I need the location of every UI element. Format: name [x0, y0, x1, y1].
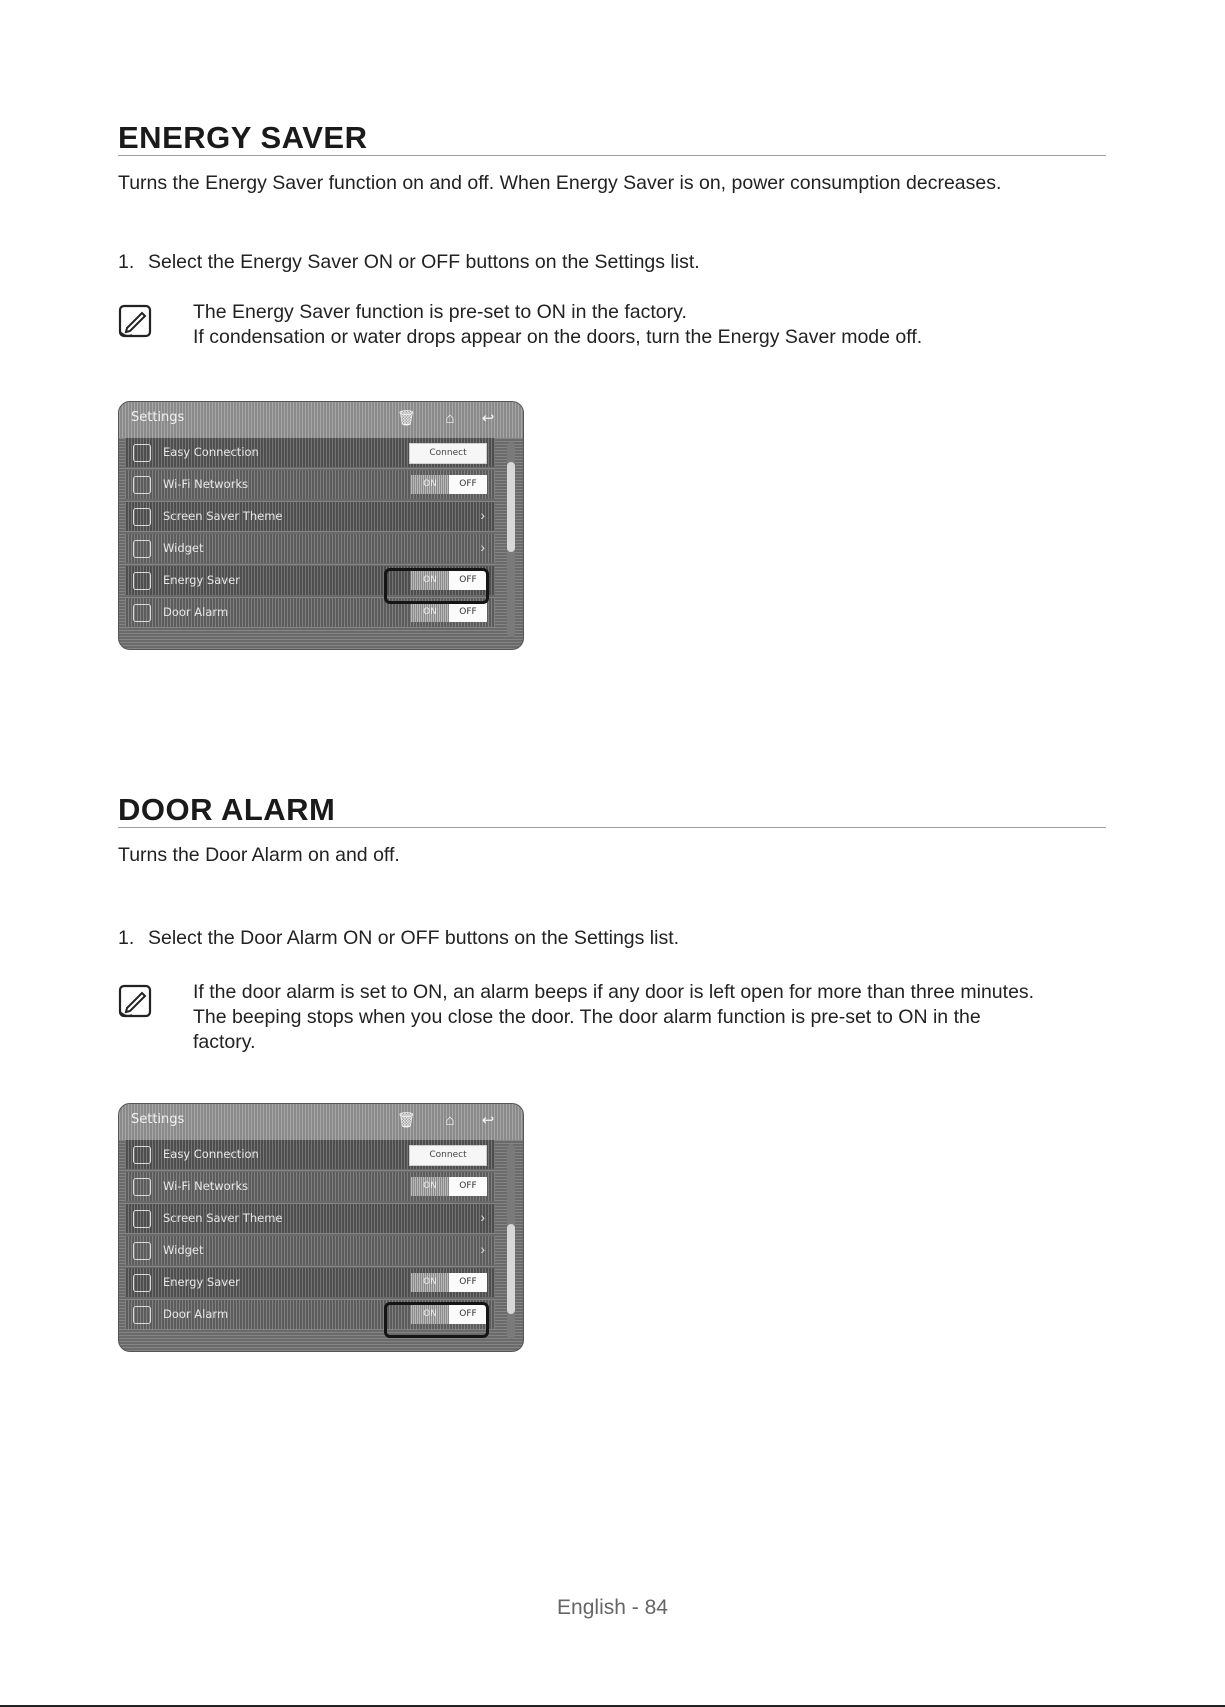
energy-saver-highlight	[384, 568, 489, 604]
settings-row-energy-saver[interactable]	[125, 1268, 495, 1297]
off-button[interactable]: OFF	[449, 571, 487, 590]
row-label: Door Alarm	[163, 605, 229, 619]
step-number: 1.	[118, 927, 135, 949]
scroll-thumb[interactable]	[507, 462, 515, 552]
note-icon	[118, 982, 154, 1020]
row-label: Door Alarm	[163, 1307, 229, 1321]
row-label: Widget	[163, 1243, 204, 1257]
home-icon[interactable]: ⌂	[445, 410, 455, 427]
connect-button[interactable]: Connect	[409, 443, 487, 464]
door-alarm-section	[118, 793, 1106, 868]
connection-icon	[133, 444, 151, 462]
settings-row-widget[interactable]	[125, 534, 495, 563]
settings-row-easy-connection[interactable]	[125, 1140, 495, 1169]
note-line: If the door alarm is set to ON, an alarm beeps if any door is left open for more than three minutes.	[193, 981, 1035, 1003]
wifi-toggle[interactable]	[411, 475, 487, 494]
settings-row-screen-saver[interactable]	[125, 1204, 495, 1233]
back-icon[interactable]: ↩	[481, 1112, 495, 1129]
off-button[interactable]: OFF	[449, 603, 487, 622]
note-icon	[118, 302, 154, 340]
step-text: Select the Door Alarm ON or OFF buttons on the Settings list.	[148, 927, 680, 949]
trash-icon[interactable]: 🗑	[397, 1112, 417, 1129]
on-button[interactable]: ON	[411, 603, 449, 622]
off-button[interactable]: OFF	[449, 1177, 487, 1196]
wifi-icon	[133, 476, 151, 494]
energy-saver-toggle[interactable]	[411, 1273, 487, 1292]
step-1	[118, 925, 679, 951]
note-line: If condensation or water drops appear on the doors, turn the Energy Saver mode off.	[193, 326, 923, 348]
door-alarm-highlight	[384, 1302, 489, 1338]
energy-icon	[133, 572, 151, 590]
note-line: The beeping stops when you close the door. The door alarm function is pre-set to ON in the	[193, 1006, 981, 1028]
row-label: Wi-Fi Networks	[163, 477, 249, 491]
screen-saver-icon	[133, 1210, 151, 1228]
settings-titlebar	[119, 1104, 523, 1140]
section-intro: Turns the Energy Saver function on and off. When Energy Saver is on, power consumption decreases.	[118, 172, 1002, 194]
settings-title: Settings	[131, 410, 185, 425]
door-alarm-icon	[133, 604, 151, 622]
door-alarm-toggle[interactable]	[411, 603, 487, 622]
chevron-right-icon: ›	[480, 1241, 485, 1257]
chevron-right-icon: ›	[480, 539, 485, 555]
row-label: Easy Connection	[163, 445, 259, 459]
row-label: Screen Saver Theme	[163, 509, 283, 523]
on-button[interactable]: ON	[411, 1273, 449, 1292]
energy-saver-section	[118, 121, 1106, 196]
section-title: ENERGY SAVER	[118, 121, 1106, 156]
on-button[interactable]: ON	[411, 1177, 449, 1196]
settings-row-widget[interactable]	[125, 1236, 495, 1265]
row-label: Widget	[163, 541, 204, 555]
row-label: Energy Saver	[163, 1275, 240, 1289]
on-button[interactable]: ON	[411, 1305, 449, 1324]
settings-row-screen-saver[interactable]	[125, 502, 495, 531]
wifi-icon	[133, 1178, 151, 1196]
on-button[interactable]: ON	[411, 475, 449, 494]
step-text: Select the Energy Saver ON or OFF buttons on the Settings list.	[148, 251, 700, 273]
screen-saver-icon	[133, 508, 151, 526]
settings-titlebar	[119, 402, 523, 438]
settings-title: Settings	[131, 1112, 185, 1127]
door-alarm-icon	[133, 1306, 151, 1324]
off-button[interactable]: OFF	[449, 475, 487, 494]
off-button[interactable]: OFF	[449, 1305, 487, 1324]
widget-icon	[133, 1242, 151, 1260]
section-intro: Turns the Door Alarm on and off.	[118, 844, 400, 866]
widget-icon	[133, 540, 151, 558]
settings-row-wifi[interactable]	[125, 1172, 495, 1201]
row-label: Screen Saver Theme	[163, 1211, 283, 1225]
connect-button[interactable]: Connect	[409, 1145, 487, 1166]
row-label: Energy Saver	[163, 573, 240, 587]
note-text	[193, 300, 1123, 350]
settings-row-wifi[interactable]	[125, 470, 495, 499]
note-line: The Energy Saver function is pre-set to ON in the factory.	[193, 301, 687, 323]
home-icon[interactable]: ⌂	[445, 1112, 455, 1129]
row-label: Easy Connection	[163, 1147, 259, 1161]
connection-icon	[133, 1146, 151, 1164]
note-line: factory.	[193, 1031, 256, 1053]
off-button[interactable]: OFF	[449, 1273, 487, 1292]
settings-row-easy-connection[interactable]	[125, 438, 495, 467]
on-button[interactable]: ON	[411, 571, 449, 590]
settings-screenshot-door-alarm	[118, 1103, 524, 1352]
wifi-toggle[interactable]	[411, 1177, 487, 1196]
back-icon[interactable]: ↩	[481, 410, 495, 427]
row-label: Wi-Fi Networks	[163, 1179, 249, 1193]
page-footer: English - 84	[557, 1596, 668, 1619]
note-text	[193, 980, 1123, 1055]
settings-screenshot-energy-saver	[118, 401, 524, 650]
scroll-thumb[interactable]	[507, 1224, 515, 1314]
step-1	[118, 249, 700, 275]
chevron-right-icon: ›	[480, 507, 485, 523]
chevron-right-icon: ›	[480, 1209, 485, 1225]
step-number: 1.	[118, 251, 135, 273]
trash-icon[interactable]: 🗑	[397, 410, 417, 427]
energy-icon	[133, 1274, 151, 1292]
section-title: DOOR ALARM	[118, 793, 1106, 828]
